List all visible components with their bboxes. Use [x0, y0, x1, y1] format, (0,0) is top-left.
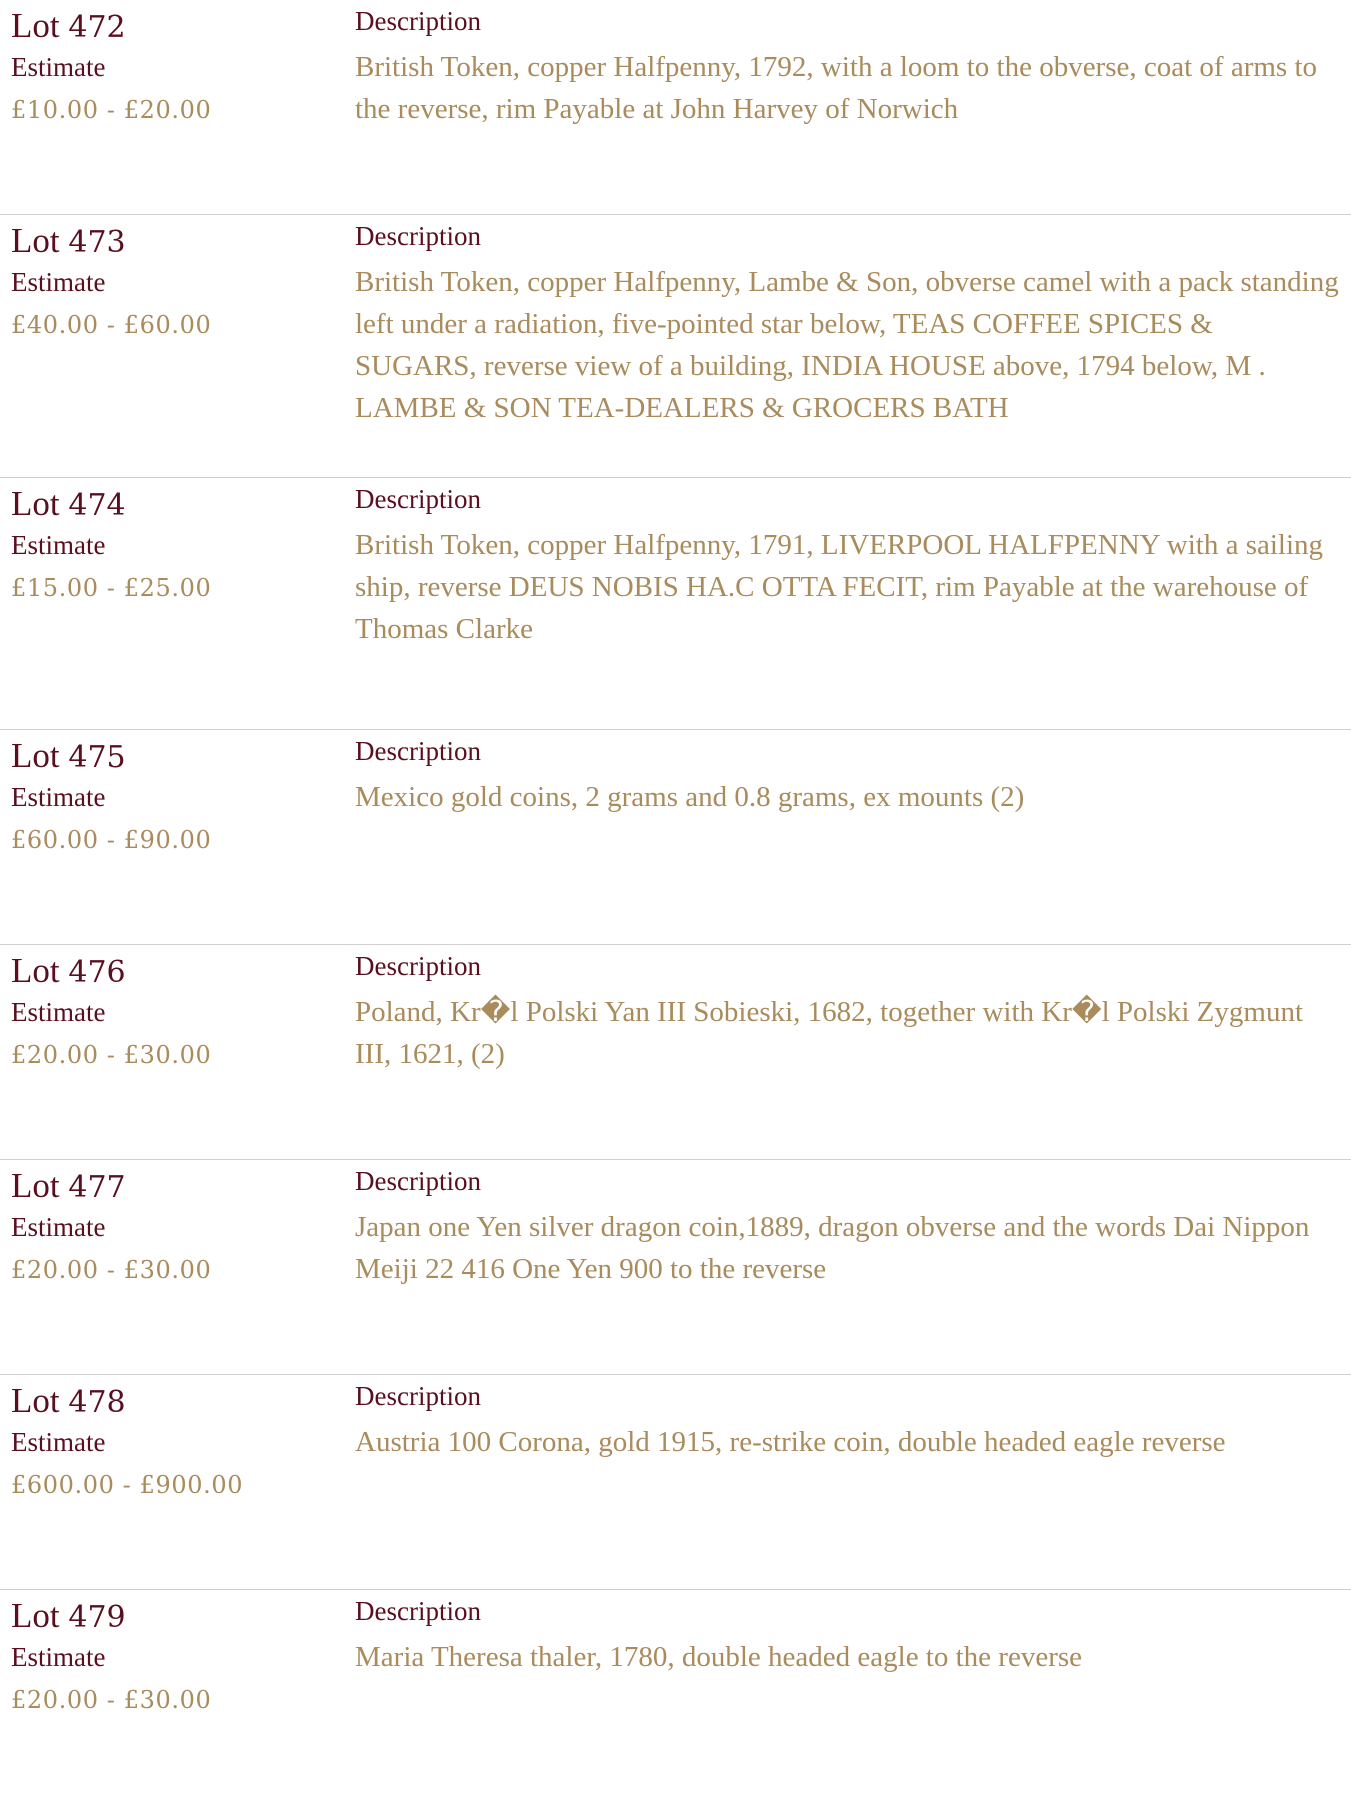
estimate-label: Estimate: [11, 997, 106, 1027]
description-label: Description: [355, 1596, 481, 1626]
estimate-value: £20.00 - £30.00: [11, 1041, 212, 1069]
description-text: British Token, copper Halfpenny, 1791, LIVERPOOL HALFPENNY with a sailing ship, reverse DEUS NOBIS HA.C OTTA FECIT, rim Payable at the warehouse of Thomas Clarke: [355, 529, 1324, 645]
lot-prefix: Lot: [11, 6, 60, 45]
description-label: Description: [355, 1381, 481, 1411]
description-label: Description: [355, 221, 481, 251]
estimate-value: £20.00 - £30.00: [11, 1256, 212, 1284]
description-text: Japan one Yen silver dragon coin,1889, dragon obverse and the words Dai Nippon Meiji 22 416 One Yen 900 to the reverse: [355, 1211, 1310, 1285]
lot-row: [0, 1160, 1351, 1375]
description-text: Poland, Kr�l Polski Yan III Sobieski, 1682, together with Kr�l Polski Zygmunt III, 1621, (2): [355, 996, 1304, 1070]
estimate-value: £20.00 - £30.00: [11, 1686, 212, 1714]
lot-row: [0, 215, 1351, 478]
lot-row: [0, 1590, 1351, 1805]
lot-number: 472: [68, 10, 126, 45]
lot-row: [0, 0, 1351, 215]
estimate-value: £15.00 - £25.00: [11, 574, 212, 602]
description-label: Description: [355, 1166, 481, 1196]
description-text: Austria 100 Corona, gold 1915, re-strike coin, double headed eagle reverse: [355, 1426, 1226, 1458]
estimate-label: Estimate: [11, 1642, 106, 1672]
lot-prefix: Lot: [11, 736, 60, 775]
lot-row: [0, 945, 1351, 1160]
lot-number: 476: [68, 955, 126, 990]
lot-prefix: Lot: [11, 1596, 60, 1635]
lot-title-link[interactable]: [11, 736, 126, 776]
lot-prefix: Lot: [11, 951, 60, 990]
lot-prefix: Lot: [11, 484, 60, 523]
lot-title-link[interactable]: [11, 221, 126, 261]
description-label: Description: [355, 6, 481, 36]
lot-number: 478: [68, 1385, 126, 1420]
lot-title-link[interactable]: [11, 1166, 126, 1206]
estimate-label: Estimate: [11, 1427, 106, 1457]
lot-row: [0, 730, 1351, 945]
estimate-value: £60.00 - £90.00: [11, 826, 212, 854]
lot-title-link[interactable]: [11, 951, 126, 991]
lot-number: 479: [68, 1600, 126, 1635]
lot-number: 475: [68, 740, 126, 775]
lot-row: [0, 478, 1351, 730]
lot-prefix: Lot: [11, 1166, 60, 1205]
description-text: British Token, copper Halfpenny, 1792, with a loom to the obverse, coat of arms to the reverse, rim Payable at John Harvey of Norwich: [355, 51, 1318, 125]
description-label: Description: [355, 951, 481, 981]
lot-title-link[interactable]: [11, 1381, 126, 1421]
lot-number: 473: [68, 225, 126, 260]
lot-title-link[interactable]: [11, 484, 126, 524]
description-label: Description: [355, 736, 481, 766]
lot-title-link[interactable]: [11, 1596, 126, 1636]
lot-prefix: Lot: [11, 221, 60, 260]
estimate-label: Estimate: [11, 267, 106, 297]
lot-number: 474: [68, 488, 126, 523]
description-text: Maria Theresa thaler, 1780, double headed eagle to the reverse: [355, 1641, 1083, 1673]
description-text: Mexico gold coins, 2 grams and 0.8 grams, ex mounts (2): [355, 781, 1025, 813]
description-label: Description: [355, 484, 481, 514]
lot-title-link[interactable]: [11, 6, 126, 46]
estimate-value: £600.00 - £900.00: [11, 1471, 244, 1499]
estimate-value: £10.00 - £20.00: [11, 96, 212, 124]
lot-row: [0, 1375, 1351, 1590]
estimate-label: Estimate: [11, 782, 106, 812]
description-text: British Token, copper Halfpenny, Lambe & Son, obverse camel with a pack standing left under a radiation, five-pointed star below, TEAS COFFEE SPICES & SUGARS, reverse view of a building, INDIA HOUSE above, 1794 below, M . LAMBE & SON TEA-DEALERS & GROCERS BATH: [355, 266, 1339, 424]
lot-number: 477: [68, 1170, 126, 1205]
estimate-label: Estimate: [11, 1212, 106, 1242]
estimate-label: Estimate: [11, 52, 106, 82]
estimate-value: £40.00 - £60.00: [11, 311, 212, 339]
lot-prefix: Lot: [11, 1381, 60, 1420]
estimate-label: Estimate: [11, 530, 106, 560]
